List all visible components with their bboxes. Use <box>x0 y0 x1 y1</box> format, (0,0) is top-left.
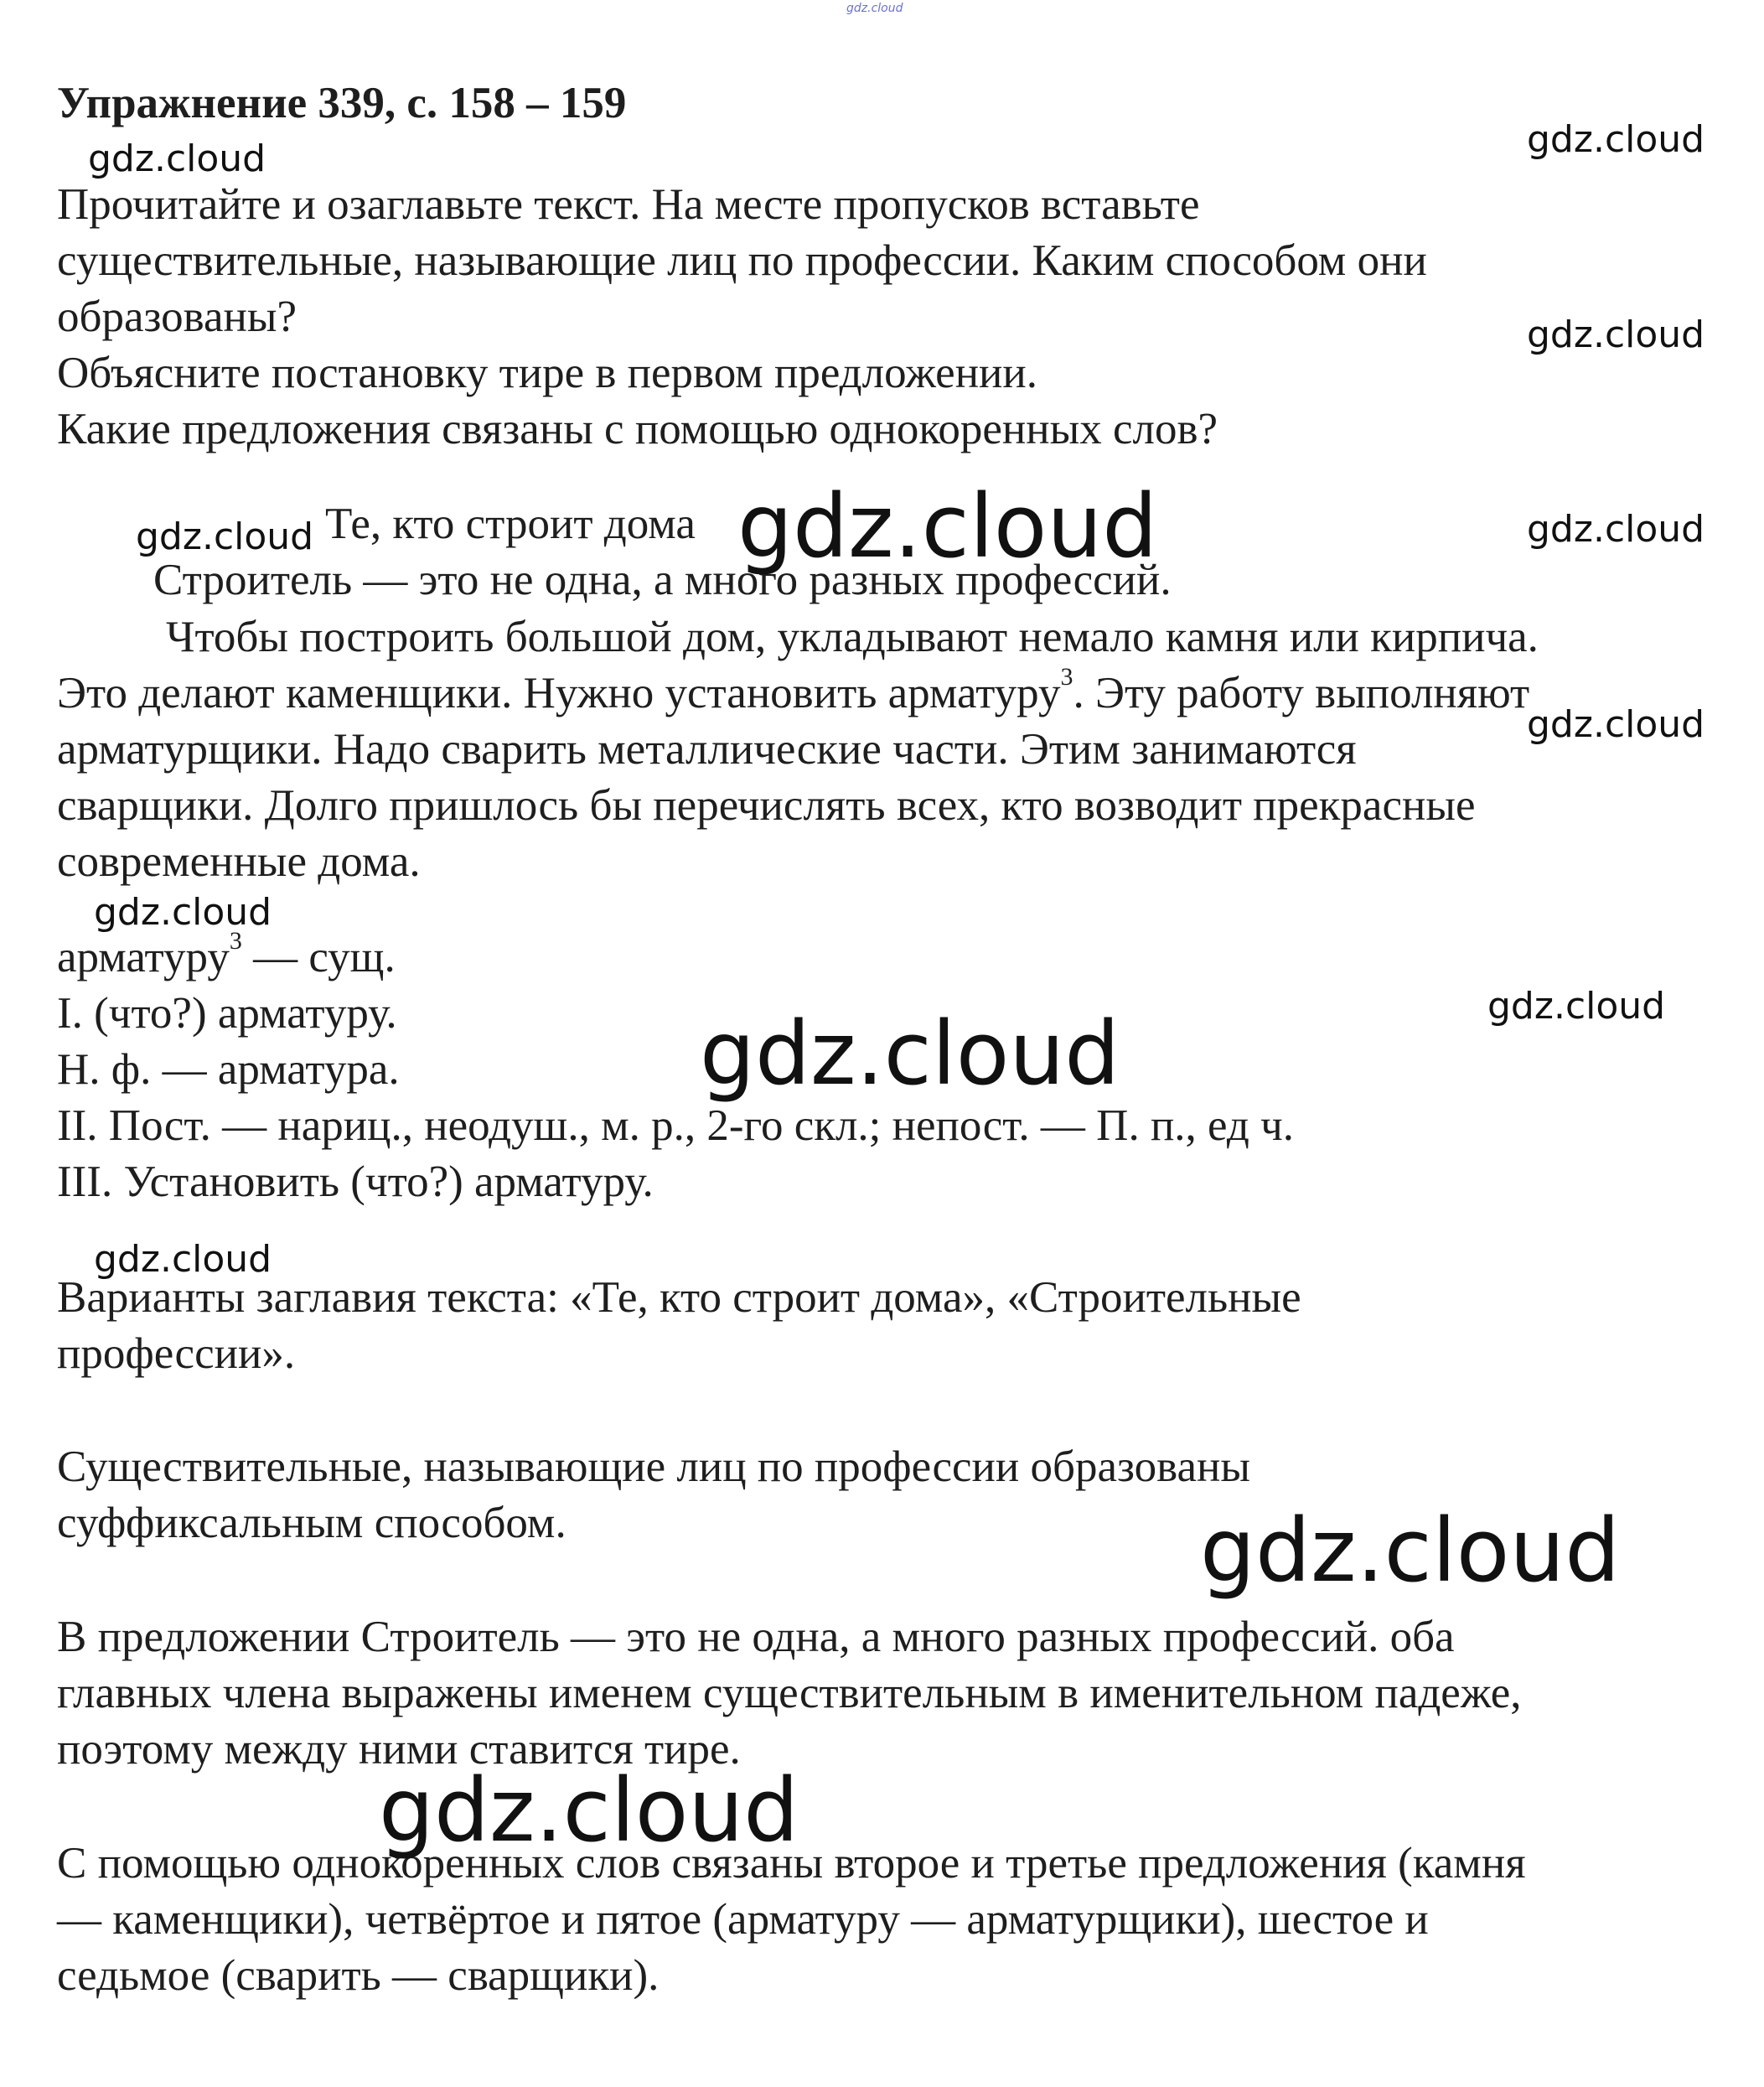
answer-cognates: — каменщики), четвёртое и пятое (арматуру — арматурщики), шестое и <box>57 1895 1429 1944</box>
text-title: Те, кто строит дома <box>325 500 696 548</box>
watermark: gdz.cloud <box>379 1759 799 1862</box>
watermark: gdz.cloud <box>94 891 272 934</box>
answer-dash: главных члена выражены именем существительным в именительном падеже, <box>57 1669 1522 1717</box>
answer-dash: поэтому между ними ставится тире. <box>57 1725 741 1774</box>
footnote-mark: 3 <box>1060 663 1073 691</box>
watermark: gdz.cloud <box>1527 508 1705 551</box>
text-line: сварщики. Долго пришлось бы перечислять всех, кто возводит прекрасные <box>57 781 1476 830</box>
analysis-line: Н. ф. — арматура. <box>57 1045 400 1094</box>
watermark: gdz.cloud <box>88 137 266 180</box>
task-line: Какие предложения связаны с помощью однокоренных слов? <box>57 405 1218 453</box>
top-watermark: gdz.cloud <box>846 2 903 15</box>
watermark: gdz.cloud <box>1527 118 1705 161</box>
footnote-mark: 3 <box>229 927 242 955</box>
task-line: Прочитайте и озаглавьте текст. На месте пропусков вставьте <box>57 180 1200 229</box>
text-line: арматурщики. Надо сварить металлические части. Этим занимаются <box>57 725 1357 774</box>
answer-titles: профессии». <box>57 1329 296 1378</box>
watermark: gdz.cloud <box>1200 1499 1621 1602</box>
analysis-line: II. Пост. — нариц., неодуш., м. р., 2-го скл.; непост. — П. п., ед ч. <box>57 1101 1295 1150</box>
watermark: gdz.cloud <box>1527 313 1705 356</box>
watermark: gdz.cloud <box>1527 703 1705 746</box>
answer-formation: суффиксальным способом. <box>57 1499 566 1547</box>
watermark: gdz.cloud <box>94 1238 272 1281</box>
answer-titles: Варианты заглавия текста: «Те, кто строит дома», «Строительные <box>57 1273 1301 1322</box>
text-line: Это делают каменщики. Нужно установить арматуру$^3$. Эту работу выполняют <box>57 663 1530 717</box>
watermark: gdz.cloud <box>737 475 1158 577</box>
watermark: gdz.cloud <box>700 1002 1120 1105</box>
text-line: современные дома. <box>57 837 421 886</box>
text-line: Строитель — это не одна, а много разных профессий. <box>153 556 1172 604</box>
task-line: существительные, называющие лиц по профессии. Каким способом они <box>57 236 1427 285</box>
analysis-line: III. Установить (что?) арматуру. <box>57 1157 654 1206</box>
answer-formation: Существительные, называющие лиц по профессии образованы <box>57 1442 1250 1491</box>
task-line: Объясните постановку тире в первом предложении. <box>57 349 1038 397</box>
task-line: образованы? <box>57 293 297 341</box>
answer-cognates: седьмое (сварить — сварщики). <box>57 1951 660 2000</box>
watermark: gdz.cloud <box>1487 985 1666 1028</box>
exercise-title: Упражнение 339, с. 158 – 159 <box>57 79 627 127</box>
watermark: gdz.cloud <box>136 515 314 558</box>
analysis-line: I. (что?) арматуру. <box>57 989 397 1038</box>
text-line: Чтобы построить большой дом, укладывают немало камня или кирпича. <box>166 613 1539 661</box>
answer-cognates: С помощью однокоренных слов связаны второе и третье предложения (камня <box>57 1839 1526 1888</box>
answer-dash: В предложении Строитель — это не одна, а много разных профессий. оба <box>57 1613 1455 1661</box>
analysis-heading: арматуру$^3$ — сущ. <box>57 927 396 981</box>
